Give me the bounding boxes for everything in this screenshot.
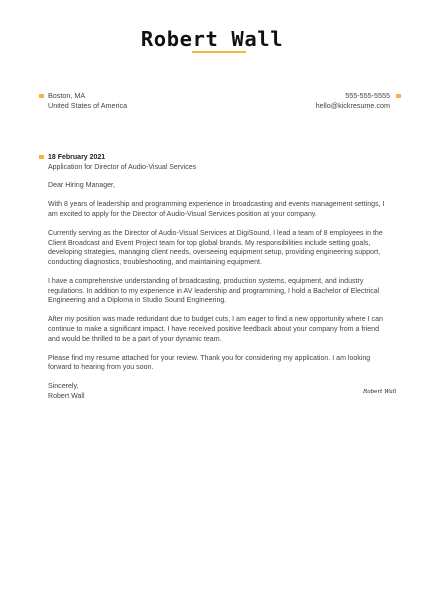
contact-left-bullet	[39, 94, 44, 98]
header-name: Robert Wall	[140, 27, 284, 51]
contact-right-bullet	[396, 94, 401, 98]
signature: Robert Wall	[363, 389, 397, 395]
letter-body	[48, 181, 392, 402]
letter-paragraph-1: With 8 years of leadership and programming experience in broadcasting and events management settings, I am excited to apply for the Director of Audio-Visual Services position at your company.	[48, 201, 385, 218]
contact-email[interactable]: hello@kickresume.com	[315, 101, 390, 110]
letter-closing: Sincerely,	[48, 383, 79, 391]
contact-right	[316, 91, 390, 111]
date-block	[48, 153, 196, 172]
letter-greeting: Dear Hiring Manager,	[48, 182, 115, 189]
date-bullet	[39, 155, 44, 159]
letter-date: 18 February 2021	[48, 154, 106, 161]
letter-closing-name: Robert Wall	[48, 393, 85, 401]
contact-country: United States of America	[48, 101, 128, 110]
letter-subject: Application for Director of Audio-Visual Services	[48, 163, 197, 171]
contact-phone: 555-555-5555	[345, 91, 390, 100]
contact-left	[48, 91, 127, 111]
header-underline	[192, 51, 246, 53]
letter-paragraph-2: Currently serving as the Director of Audio-Visual Services at DigiSound, I lead a team of 8 employees in the Client Broadcast and Event Project team for top global brands. My responsibilities include setting goals, developing strategies, managing client needs, overseeing equipment setup, providing engineering support, conducting diagnostics, troubleshooting, and maintaining equipment.	[48, 229, 383, 266]
contact-city: Boston, MA	[48, 91, 86, 100]
letter-paragraph-4: After my position was made redundant due to budget cuts, I am eager to find a new opportunity where I can continue to make a significant impact. I have received positive feedback about your company from a friend and would be thrilled to be a part of your dynamic team.	[48, 316, 383, 343]
letter-paragraph-5: Please find my resume attached for your review. Thank you for considering my application. I am looking forward to hearing from you soon.	[48, 354, 371, 372]
letter-paragraph-3: I have a comprehensive understanding of broadcasting, production systems, equipment, and industry regulations. In addition to my experience in AV leadership and programming, I hold a Bachelor of Electrical Engineering and a Diploma in Studio Sound Engineering.	[48, 277, 380, 305]
letter-closing-block	[48, 382, 392, 401]
